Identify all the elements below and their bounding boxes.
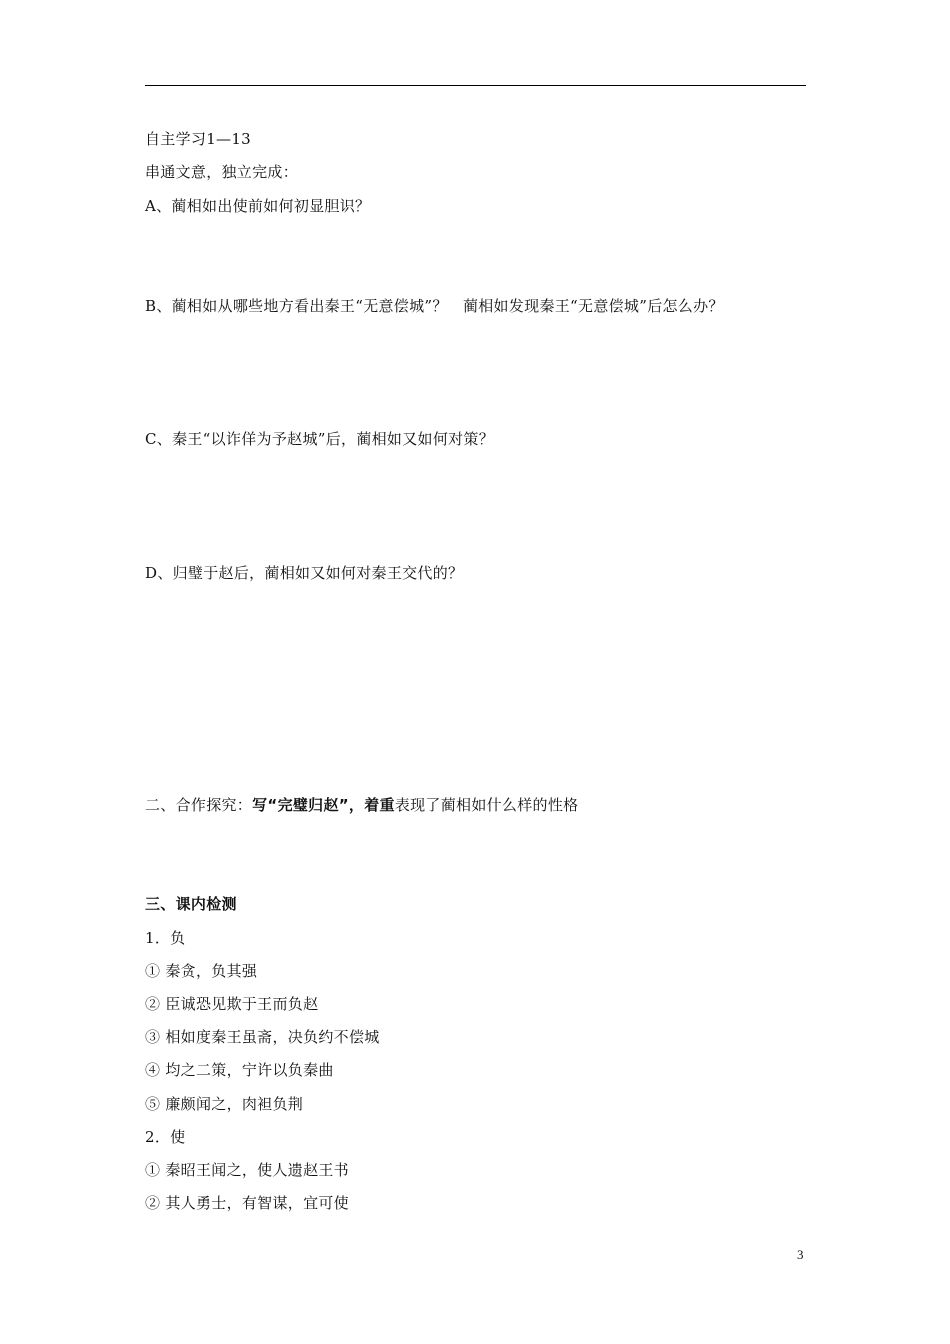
classroom-test-heading: 三、课内检测 [145,895,237,913]
inquiry-prefix: 二、合作探究： [145,796,253,814]
item1-example-1: ① 秦贪，负其强 [145,962,258,980]
question-c: C、秦王“以诈佯为予赵城”后，蔺相如又如何对策？ [145,430,495,448]
item2-example-2: ② 其人勇士，有智谋，宜可使 [145,1194,349,1212]
self-study-heading: 自主学习1—13 [145,130,252,148]
item1-example-3: ③ 相如度秦王虽斋，决负约不偿城 [145,1028,380,1046]
inquiry-rest-text: 表现了蔺相如什么样的性格 [394,796,579,814]
inquiry-bold-text: 写“完璧归赵”，着重 [252,796,395,814]
item1-example-2: ② 臣诚恐见欺于王而负赵 [145,995,319,1013]
question-b: B、蔺相如从哪些地方看出秦王“无意偿城”？ 蔺相如发现秦王“无意偿城”后怎么办？ [145,297,724,315]
page-number: 3 [797,1247,804,1262]
item1-example-5: ⑤ 廉颇闻之，肉袒负荆 [145,1095,304,1113]
item2-example-1: ① 秦昭王闻之，使人遗赵王书 [145,1161,349,1179]
item2-label: 2．使 [145,1128,186,1146]
question-a: A、蔺相如出使前如何初显胆识？ [145,197,371,215]
question-d: D、归璧于赵后，蔺相如又如何对秦王交代的？ [145,564,464,582]
instruction-text: 串通文意，独立完成： [145,163,299,181]
cooperative-inquiry [145,795,578,815]
item1-label: 1．负 [145,929,186,947]
item1-example-4: ④ 均之二策，宁许以负秦曲 [145,1061,334,1079]
header-rule [145,85,806,86]
